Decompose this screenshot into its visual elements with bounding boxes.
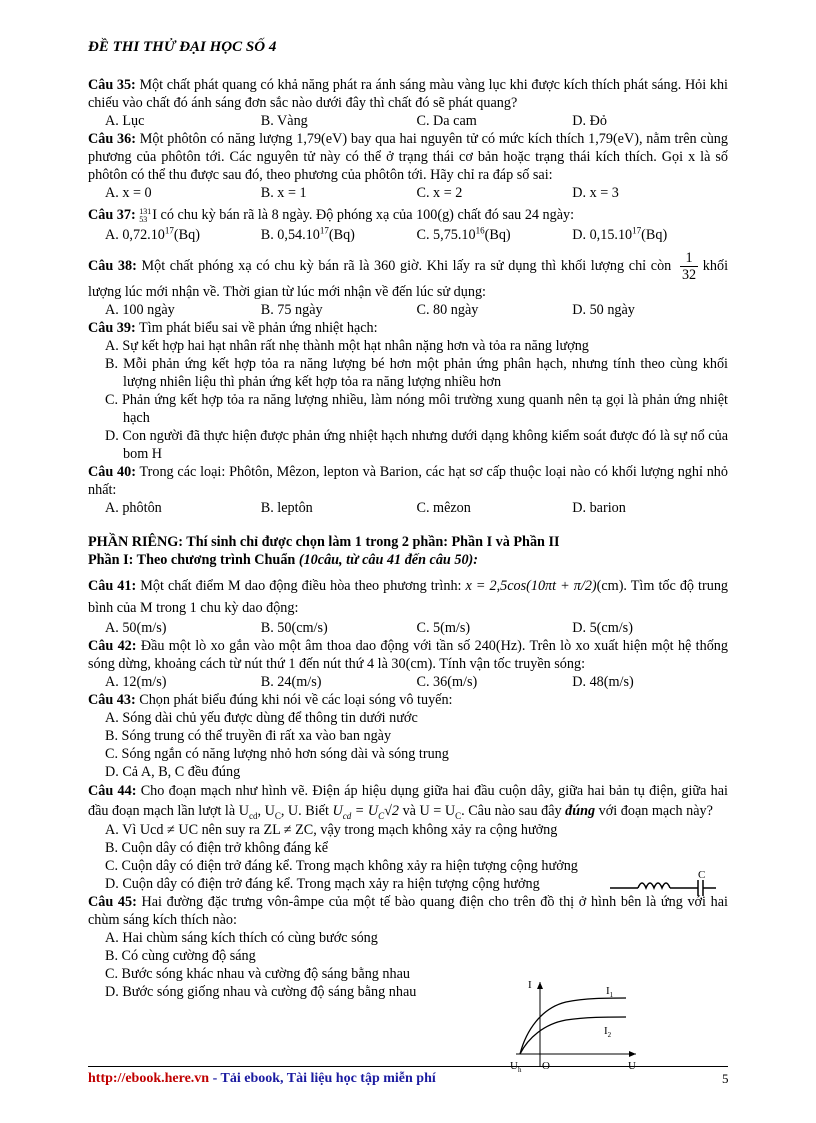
option-43b: B. Sóng trung có thể truyền đi rất xa vào ban ngày	[105, 728, 392, 744]
option-45b: B. Có cùng cường độ sáng	[105, 948, 256, 964]
question-42: Câu 42: Đầu một lò xo gắn vào một âm thoa dao động với tần số 240(Hz). Trên lò xo xuất hiện một hệ thống sóng dừng, khoảng cách từ nút thứ 1 đến nút thứ 4 là 30(cm). Tính vận tốc truyền sóng:	[88, 638, 728, 672]
options-36: A. x = 0 B. x = 1 C. x = 2 D. x = 3	[105, 185, 619, 201]
options-35: A. Lục B. Vàng C. Da cam D. Đỏ	[105, 113, 607, 129]
option-39c: C. Phản ứng kết hợp tỏa ra năng lượng nhiều, làm nóng môi trường xung quanh nên tạ gọi là phản ứng nhiệt hạch	[105, 392, 728, 426]
options-37: A. 0,72.10$^{17}$(Bq) B. 0,54.10$^{17}$(Bq) C. 5,75.10$^{16}$(Bq) D. 0,15.10$^{17}$(Bq)	[105, 225, 668, 243]
part-title: Phần I: Theo chương trình Chuẩn (10câu, từ câu 41 đến câu 50):	[88, 552, 478, 568]
origin-label: O	[542, 1060, 550, 1072]
page-header: ĐỀ THI THỬ ĐẠI HỌC SỐ 4	[88, 39, 277, 55]
option-45d: D. Bước sóng giống nhau và cường độ sáng bằng nhau	[105, 984, 417, 1000]
options-40: A. phôtôn B. leptôn C. mêzon D. barion	[105, 500, 626, 516]
question-41: Câu 41: Một chất điểm M dao động điều hòa theo phương trình: x = 2,5cos(10πt + π/2)(cm). Tìm tốc độ trung bình của M trong 1 chu kỳ dao động:	[88, 578, 729, 616]
i1-label: $I_1$	[606, 985, 614, 999]
curve-i1	[520, 998, 626, 1054]
option-39b: B. Mỗi phản ứng kết hợp tỏa ra năng lượng bé hơn một phản ứng phân hạch, nhưng tính theo cùng khối lượng nhiên liệu thì phản ứng kết hợp tỏa ra năng lượng nhiều hơn	[105, 356, 728, 390]
y-label: I	[528, 979, 532, 991]
question-39: Câu 39: Tìm phát biểu sai về phản ứng nhiệt hạch:	[88, 320, 378, 336]
section-title: PHẦN RIÊNG: Thí sinh chỉ được chọn làm 1 trong 2 phần: Phần I và Phần II	[88, 534, 560, 550]
option-43a: A. Sóng dài chủ yếu được dùng để thông tin dưới nước	[105, 710, 418, 726]
iv-graph	[496, 976, 646, 1074]
isotope-notation: 131 53	[139, 206, 152, 224]
option-44c: C. Cuộn dây có điện trở đáng kể. Trong mạch không xảy ra hiện tượng cộng hưởng	[105, 858, 578, 874]
uh-label: $U_h$	[510, 1060, 522, 1074]
footer: http://ebook.here.vn - Tải ebook, Tài liệu học tập miễn phí	[88, 1071, 436, 1086]
equation: x = 2,5cos(10πt + π/2)	[465, 578, 597, 594]
options-41: A. 50(m/s) B. 50(cm/s) C. 5(m/s) D. 5(cm/s)	[105, 620, 633, 636]
fraction: $\frac{1}{32}$	[681, 250, 697, 283]
x-axis-arrow	[629, 1051, 636, 1057]
question-44: Câu 44: Cho đoạn mạch như hình vẽ. Điện áp hiệu dụng giữa hai đầu cuộn dây, giữa hai bản tụ điện, giữa hai đầu đoạn mạch lần lượt là $U_{cd}$, $U_C$, U. Biết $U_{cd} = U_C√2$ và $U = U_C$. Câu nào sau đây đúng với đoạn mạch này?	[88, 783, 728, 821]
option-39a: A. Sự kết hợp hai hạt nhân rất nhẹ thành một hạt nhân nặng hơn và tỏa ra năng lượng	[105, 338, 589, 354]
question-38: Câu 38: Một chất phóng xạ có chu kỳ bán rã là 360 giờ. Khi lấy ra sử dụng thì khối lượng chỉ còn $\frac{1}{32}$ khối lượng lúc mới nhận về. Thời gian từ lúc mới nhận về đến lúc sử dụng:	[88, 250, 729, 300]
y-axis-arrow	[537, 982, 543, 989]
question-37: Câu 37: 131 53 I có chu kỳ bán rã là 8 ngày. Độ phóng xạ của 100(g) chất đó sau 24 ngày:	[88, 206, 575, 224]
footer-link[interactable]: http://ebook.here.vn	[88, 1071, 210, 1086]
question-40: Câu 40: Trong các loại: Phôtôn, Mêzon, lepton và Barion, các hạt sơ cấp thuộc loại nào có khối lượng nghỉ nhỏ nhất:	[88, 464, 728, 498]
option-43c: C. Sóng ngắn có năng lượng nhỏ hơn sóng dài và sóng trung	[105, 746, 449, 762]
circuit-diagram	[608, 870, 718, 900]
option-39d: D. Con người đã thực hiện được phản ứng nhiệt hạch nhưng dưới dạng không kiểm soát được đó là sự nổ của bom H	[105, 428, 728, 462]
question-36: Câu 36: Một phôtôn có năng lượng 1,79(eV) bay qua hai nguyên tử có mức kích thích 1,79(eV), nằm trên cùng phương của phôtôn tới. Các nguyên tử này có thể ở trạng thái cơ bản hoặc trạng thái kích thích. Gọi x là số phôtôn có thể thu được sau đó, theo phương của phôtôn tới. Hãy chỉ ra đáp số sai:	[88, 131, 728, 183]
question-45: Câu 45: Hai đường đặc trưng vôn-âmpe của một tế bào quang điện cho trên đồ thị ở hình bên là ứng với hai chùm sáng kích thích nào:	[88, 894, 728, 928]
x-label: U	[628, 1060, 636, 1072]
question-43: Câu 43: Chọn phát biểu đúng khi nói về các loại sóng vô tuyến:	[88, 692, 453, 708]
page-number: 5	[722, 1071, 729, 1086]
inductor-coil	[638, 883, 670, 888]
option-44a: A. Vì Ucd ≠ UC nên suy ra ZL ≠ ZC, vậy trong mạch không xảy ra cộng hưởng	[105, 822, 558, 838]
options-38: A. 100 ngày B. 75 ngày C. 80 ngày D. 50 ngày	[105, 302, 635, 318]
option-43d: D. Cả A, B, C đều đúng	[105, 764, 241, 780]
i2-label: $I_2$	[604, 1025, 612, 1039]
option-44b: B. Cuộn dây có điện trở không đáng kể	[105, 840, 329, 856]
capacitor-label: C	[698, 870, 706, 881]
option-44d: D. Cuộn dây có điện trở đáng kể. Trong mạch xảy ra hiện tượng cộng hưởng	[105, 876, 540, 892]
options-42: A. 12(m/s) B. 24(m/s) C. 36(m/s) D. 48(m/s)	[105, 674, 634, 690]
footer-divider	[88, 1066, 728, 1067]
option-45c: C. Bước sóng khác nhau và cường độ sáng bằng nhau	[105, 966, 411, 982]
question-35: Câu 35: Một chất phát quang có khả năng phát ra ánh sáng màu vàng lục khi được kích thích phát sáng. Hỏi khi chiếu vào chất đó ánh sáng đơn sắc nào dưới đây thì chất đó sẽ phát quang?	[88, 77, 728, 111]
exam-content	[88, 76, 728, 1001]
footer-text: Tải ebook, Tài liệu học tập miễn phí	[220, 1071, 436, 1086]
option-45a: A. Hai chùm sáng kích thích có cùng bước sóng	[105, 930, 378, 946]
